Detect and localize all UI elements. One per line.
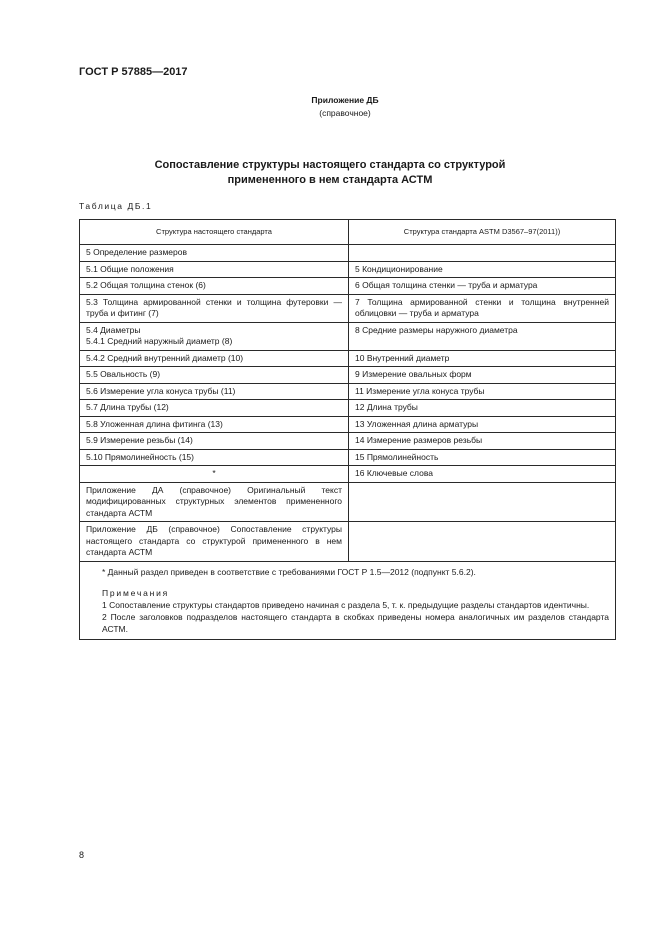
table-row [80,466,616,483]
own-standard-cell [80,278,349,295]
column-header-astm-standard: Структура стандарта ASTM D3567–97(2011)) [349,220,616,245]
cell-line: 5.7 Длина трубы (12) [86,402,169,412]
own-standard-cell [80,367,349,384]
appendix-subtitle: (справочное) [319,108,371,118]
table-row [80,350,616,367]
own-standard-cell [80,416,349,433]
structure-comparison-table [79,219,616,640]
cell-line: 5.8 Уложенная длина фитинга (13) [86,418,223,429]
table-row [80,367,616,384]
cell-line: 5.4.1 Средний наружный диаметр (8) [86,336,233,346]
cell-line: 5.4 Диаметры [86,324,141,335]
astm-standard-cell [349,400,616,417]
cell-line: 5.10 Прямолинейность (15) [86,451,194,462]
table-row [80,322,616,350]
astm-standard-cell [349,294,616,322]
cell-line: 5 Кондиционирование [355,263,443,274]
note-1: 1 Сопоставление структуры стандартов приведено начиная с раздела 5, т. к. предыдущие разделы стандартов идентичны. [102,599,590,610]
own-standard-cell [80,482,349,522]
cell-line: 9 Измерение овальных форм [355,369,472,379]
astm-standard-cell [349,261,616,278]
cell-line: 6 Общая толщина стенки — труба и арматура [355,280,538,290]
astm-standard-cell [349,322,616,350]
own-standard-cell [80,400,349,417]
table-row [80,245,616,262]
astm-standard-cell [349,245,616,262]
cell-line: Приложение ДБ (справочное) Сопоставление структуры настоящего стандарта со структурой примененного в нем стандарта АСТМ [86,524,342,557]
astm-standard-cell [349,482,616,522]
astm-standard-cell [349,278,616,295]
table-row [80,449,616,466]
document-code: ГОСТ Р 57885—2017 [79,66,188,78]
cell-line: 14 Измерение размеров резьбы [355,435,483,445]
cell-line: 5.2 Общая толщина стенок (6) [86,280,206,290]
astm-standard-cell [349,522,616,562]
cell-line: 11 Измерение угла конуса трубы [355,385,485,396]
appendix-title: Приложение ДБ [311,95,379,105]
cell-line: 5.9 Измерение резьбы (14) [86,435,193,445]
own-standard-cell [80,245,349,262]
appendix-heading [180,94,510,120]
own-standard-cell [80,466,349,483]
astm-standard-cell [349,383,616,400]
section-title [120,158,540,188]
cell-line: 5.4.2 Средний внутренний диаметр (10) [86,352,244,363]
cell-line: 7 Толщина армированной стенки и толщина внутренней облицовки — труба и арматура [355,296,609,318]
cell-line: Приложение ДА (справочное) Оригинальный текст модифицированных структурных элементов примененного стандарта АСТМ [86,484,342,518]
astm-standard-cell [349,350,616,367]
table-row [80,400,616,417]
astm-standard-cell [349,466,616,483]
own-standard-cell [80,322,349,350]
cell-line: 13 Уложенная длина арматуры [355,418,479,429]
table-row [80,294,616,322]
astm-standard-cell [349,449,616,466]
cell-line: 5.6 Измерение угла конуса трубы (11) [86,385,236,396]
cell-line: 16 Ключевые слова [355,468,433,478]
astm-standard-cell [349,416,616,433]
footnote: * Данный раздел приведен в соответствие с требованиями ГОСТ Р 1.5—2012 (подпункт 5.6.2). [102,566,476,577]
cell-line: 5.5 Овальность (9) [86,369,161,379]
notes-row [80,561,616,639]
own-standard-cell [80,522,349,562]
astm-standard-cell [349,367,616,384]
own-standard-cell [80,433,349,450]
cell-line: 5.3 Толщина армированной стенки и толщина футеровки — труба и фитинг (7) [86,296,342,318]
cell-line: 8 Средние размеры наружного диаметра [355,324,518,335]
table-row [80,433,616,450]
cell-line: 5.1 Общие положения [86,263,174,274]
own-standard-cell [80,350,349,367]
column-header-own-standard: Структура настоящего стандарта [80,220,349,245]
cell-line: 10 Внутренний диаметр [355,352,450,363]
table-header-row [80,220,616,245]
section-title-line1: Сопоставление структуры настоящего стандарта со структурой [154,159,506,171]
page-number: 8 [79,850,85,860]
table-row [80,416,616,433]
notes-cell [80,561,616,639]
note-2: 2 После заголовков подразделов настоящего стандарта в скобках приведены номера аналогичных им разделов стандарта АСТМ. [102,611,609,634]
own-standard-cell [80,383,349,400]
table-row [80,278,616,295]
section-title-line2: примененного в нем стандарта АСТМ [227,174,433,186]
table-row [80,522,616,562]
table-row [80,383,616,400]
astm-standard-cell [349,433,616,450]
table-row [80,261,616,278]
cell-line: 15 Прямолинейность [355,451,439,462]
own-standard-cell [80,294,349,322]
own-standard-cell [80,261,349,278]
cell-line: * [212,468,216,478]
table-label: Таблица ДБ.1 [79,201,153,211]
cell-line: 5 Определение размеров [86,247,187,257]
notes-title: Примечания [102,587,170,598]
table-row [80,482,616,522]
cell-line: 12 Длина трубы [355,402,418,412]
own-standard-cell [80,449,349,466]
